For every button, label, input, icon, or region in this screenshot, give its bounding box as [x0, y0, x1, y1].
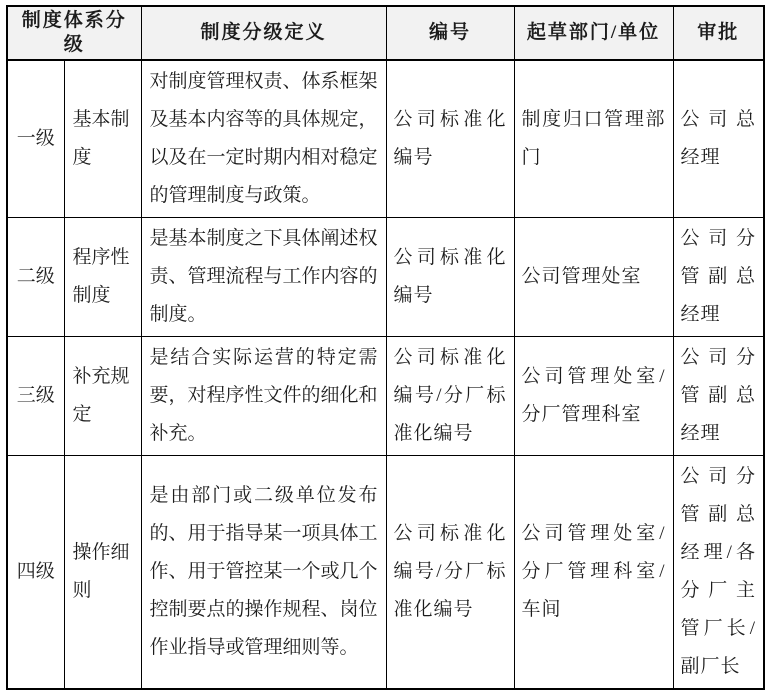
cell-number: 公司标准化编号	[386, 60, 514, 218]
cell-number: 公司标准化编号	[386, 218, 514, 337]
cell-approval: 公司总经理	[673, 60, 764, 218]
cell-number: 公司标准化编号/分厂标准化编号	[386, 337, 514, 456]
table-row-level-4	[7, 456, 764, 690]
cell-department: 公司管理处室/分厂管理科室/车间	[514, 456, 673, 690]
header-definition: 制度分级定义	[141, 6, 386, 60]
cell-type: 操作细则	[64, 456, 141, 690]
table-row-level-3	[7, 337, 764, 456]
cell-type: 基本制度	[64, 60, 141, 218]
cell-department: 公司管理处室	[514, 218, 673, 337]
cell-department: 制度归口管理部门	[514, 60, 673, 218]
cell-number: 公司标准化编号/分厂标准化编号	[386, 456, 514, 690]
cell-level: 四级	[7, 456, 64, 690]
cell-approval: 公司分管副总经理/各分厂主管厂长/副厂长	[673, 456, 764, 690]
cell-level: 三级	[7, 337, 64, 456]
cell-level: 一级	[7, 60, 64, 218]
header-classification: 制度体系分级	[7, 6, 141, 60]
cell-type: 补充规定	[64, 337, 141, 456]
cell-definition: 是结合实际运营的特定需要，对程序性文件的细化和补充。	[141, 337, 386, 456]
header-row	[7, 6, 764, 60]
cell-approval: 公司分管副总经理	[673, 337, 764, 456]
cell-definition: 是基本制度之下具体阐述权责、管理流程与工作内容的制度。	[141, 218, 386, 337]
cell-definition: 是由部门或二级单位发布的、用于指导某一项具体工作、用于管控某一个或几个控制要点的操作规程、岗位作业指导或管理细则等。	[141, 456, 386, 690]
cell-type: 程序性制度	[64, 218, 141, 337]
cell-level: 二级	[7, 218, 64, 337]
table-header	[7, 6, 764, 60]
table-body	[7, 60, 764, 689]
table-row-level-1	[7, 60, 764, 218]
cell-definition: 对制度管理权责、体系框架及基本内容等的具体规定，以及在一定时期内相对稳定的管理制度与政策。	[141, 60, 386, 218]
cell-department: 公司管理处室/分厂管理科室	[514, 337, 673, 456]
header-number: 编号	[386, 6, 514, 60]
header-approval: 审批	[673, 6, 764, 60]
header-department: 起草部门/单位	[514, 6, 673, 60]
cell-approval: 公司分管副总经理	[673, 218, 764, 337]
table-row-level-2	[7, 218, 764, 337]
classification-table	[6, 5, 765, 690]
